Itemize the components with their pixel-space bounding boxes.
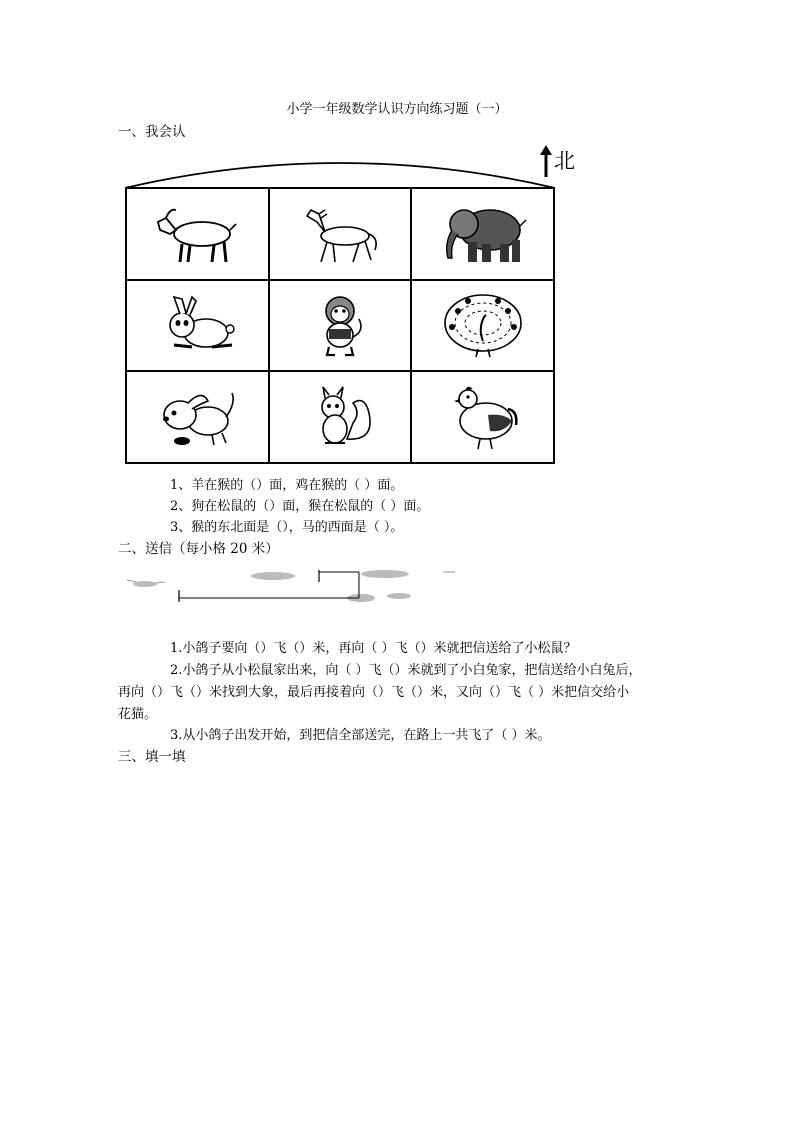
page-title: 小学一年级数学认识方向练习题（一） [286,102,508,117]
grid-cell-peacock [411,280,554,372]
delivery-map [125,562,470,612]
section2-heading: 二、送信（每小格 20 米） [118,541,279,557]
section3-heading: 三、填一填 [118,749,186,765]
grid-cell-squirrel [269,371,412,463]
squirrel-icon [295,383,385,451]
elephant-icon [438,200,528,268]
chicken-icon [438,383,528,451]
grid-cell-monkey [269,280,412,372]
animal-grid [125,187,555,464]
grid-cell-rabbit [126,280,269,372]
grid-cell-goat [126,188,269,280]
section1-question-1: 1、羊在猴的（）面，鸡在猴的（ ）面。 [170,478,404,493]
section2-question-2-line1: 2.小鸽子从小松鼠家出来，向（ ）飞（）米就到了小白兔家，把信送给小白兔后， [170,663,642,678]
compass-label: 北 [554,149,575,173]
grid-cell-dog [126,371,269,463]
grid-cell-elephant [411,188,554,280]
horse-icon [295,200,385,268]
monkey-icon [295,291,385,359]
grid-cell-chicken [411,371,554,463]
section2-question-3: 3.从小鸽子出发开始，到把信全部送完，在路上一共飞了（ ）米。 [170,728,551,743]
grid-cell-horse [269,188,412,280]
section2-question-1: 1.小鸽子要向（）飞（）米，再向（ ）飞（）米就把信送给了小松鼠？ [170,641,577,656]
dog-icon [152,383,242,451]
goat-icon [152,200,242,268]
rabbit-icon [152,291,242,359]
grid-arch [122,148,558,190]
peacock-icon [438,291,528,359]
section2-question-2-line3: 花猫。 [118,707,158,722]
section1-question-2: 2、狗在松鼠的（）面，猴在松鼠的（ ）面。 [170,499,430,514]
section2-question-2-line2: 再向（）飞（）米找到大象，最后再接着向（）飞（）米，又向（）飞（ ）米把信交给小 [118,685,630,700]
section1-heading: 一、我会认 [118,124,186,140]
section1-question-3: 3、猴的东北面是（），马的西面是（ ）。 [170,520,404,535]
